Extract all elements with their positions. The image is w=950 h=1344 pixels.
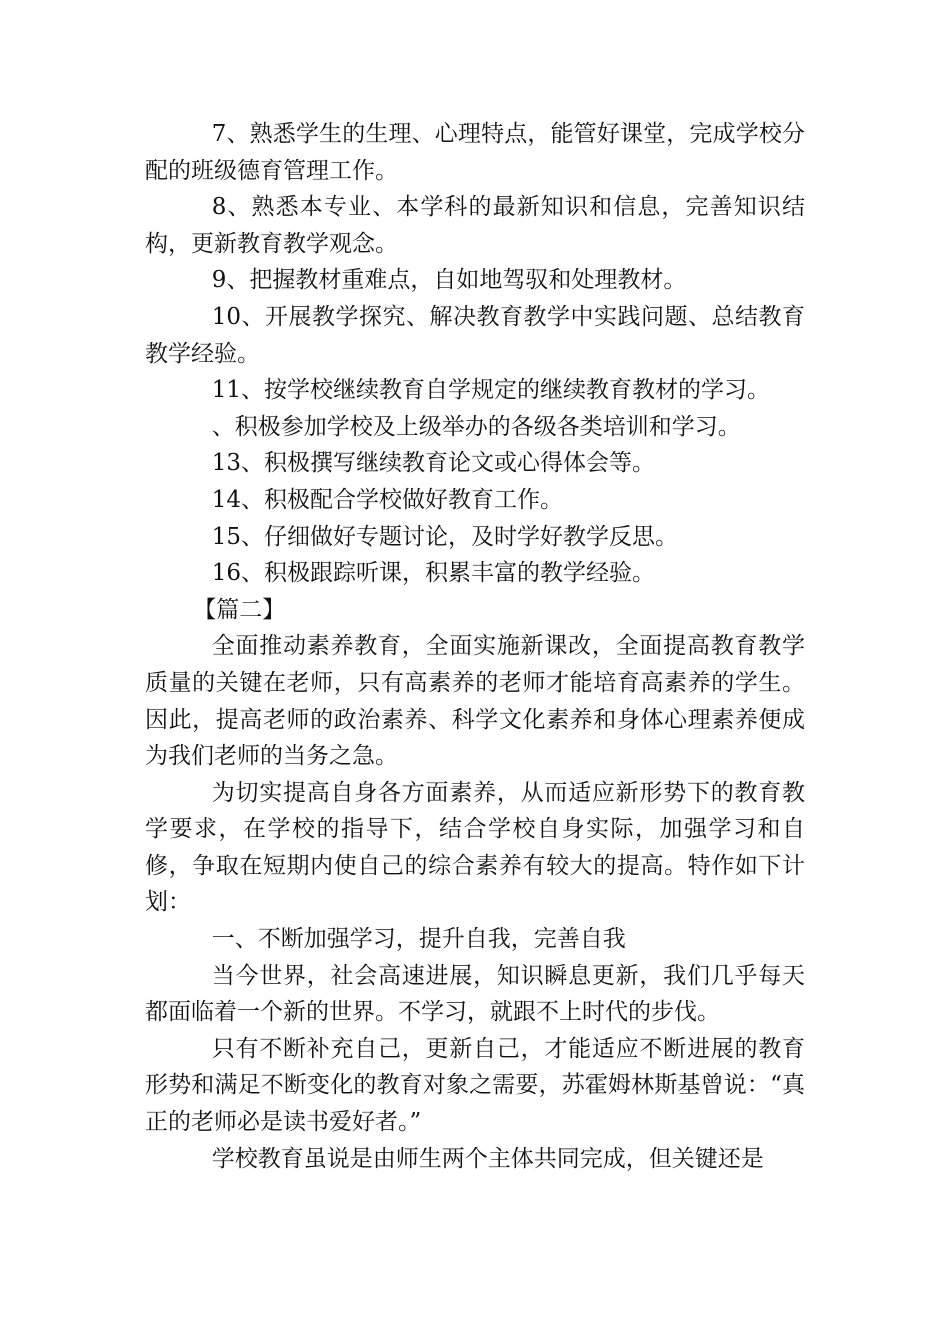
list-item-11: 11、按学校继续教育自学规定的继续教育教材的学习。	[211, 377, 770, 404]
list-item-7: 7、熟悉学生的生理、心理特点，能管好课堂，完成学校分配的班级德育管理工作。	[145, 121, 805, 184]
body-paragraph: 当今世界，社会高速进展，知识瞬息更新，我们几乎每天都面临着一个新的世界。不学习，就跟不上时代的步伐。	[145, 962, 805, 1026]
list-item-10: 10、开展教学探究、解决教育教学中实践问题、总结教育教学经验。	[145, 303, 805, 367]
list-item-13: 13、积极撰写继续教育论文或心得体会等。	[211, 450, 655, 477]
subsection-heading: 一、不断加强学习，提升自我，完善自我	[211, 926, 626, 953]
list-item-14: 14、积极配合学校做好教育工作。	[211, 486, 563, 513]
body-paragraph: 只有不断补充自己，更新自己，才能适应不断进展的教育形势和满足不断变化的教育对象之需要，苏霍姆林斯基曾说：“真正的老师必是读书爱好者。”	[145, 1035, 805, 1136]
list-item-15: 15、仔细做好专题讨论，及时学好教学反思。	[211, 523, 678, 550]
section-heading: 【篇二】	[193, 596, 286, 623]
document-body	[145, 116, 805, 1177]
list-item-9: 9、把握教材重难点，自如地驾驭和处理教材。	[211, 267, 687, 294]
body-paragraph: 为切实提高自身各方面素养，从而适应新形势下的教育教学要求，在学校的指导下，结合学校自身实际，加强学习和自修，争取在短期内使自己的综合素养有较大的提高。特作如下计划：	[145, 779, 805, 916]
body-paragraph: 学校教育虽说是由师生两个主体共同完成，但关键还是	[211, 1145, 764, 1172]
body-paragraph: 全面推动素养教育，全面实施新课改，全面提高教育教学质量的关键在老师，只有高素养的老师才能培育高素养的学生。因此，提高老师的政治素养、科学文化素养和身体心理素养便成为我们老师的当务之急。	[145, 633, 805, 770]
list-item-12: 、积极参加学校及上级举办的各级各类培训和学习。	[211, 413, 741, 440]
list-item-16: 16、积极跟踪听课，积累丰富的教学经验。	[211, 560, 655, 587]
list-item-8: 8、熟悉本专业、本学科的最新知识和信息，完善知识结构，更新教育教学观念。	[145, 194, 805, 257]
